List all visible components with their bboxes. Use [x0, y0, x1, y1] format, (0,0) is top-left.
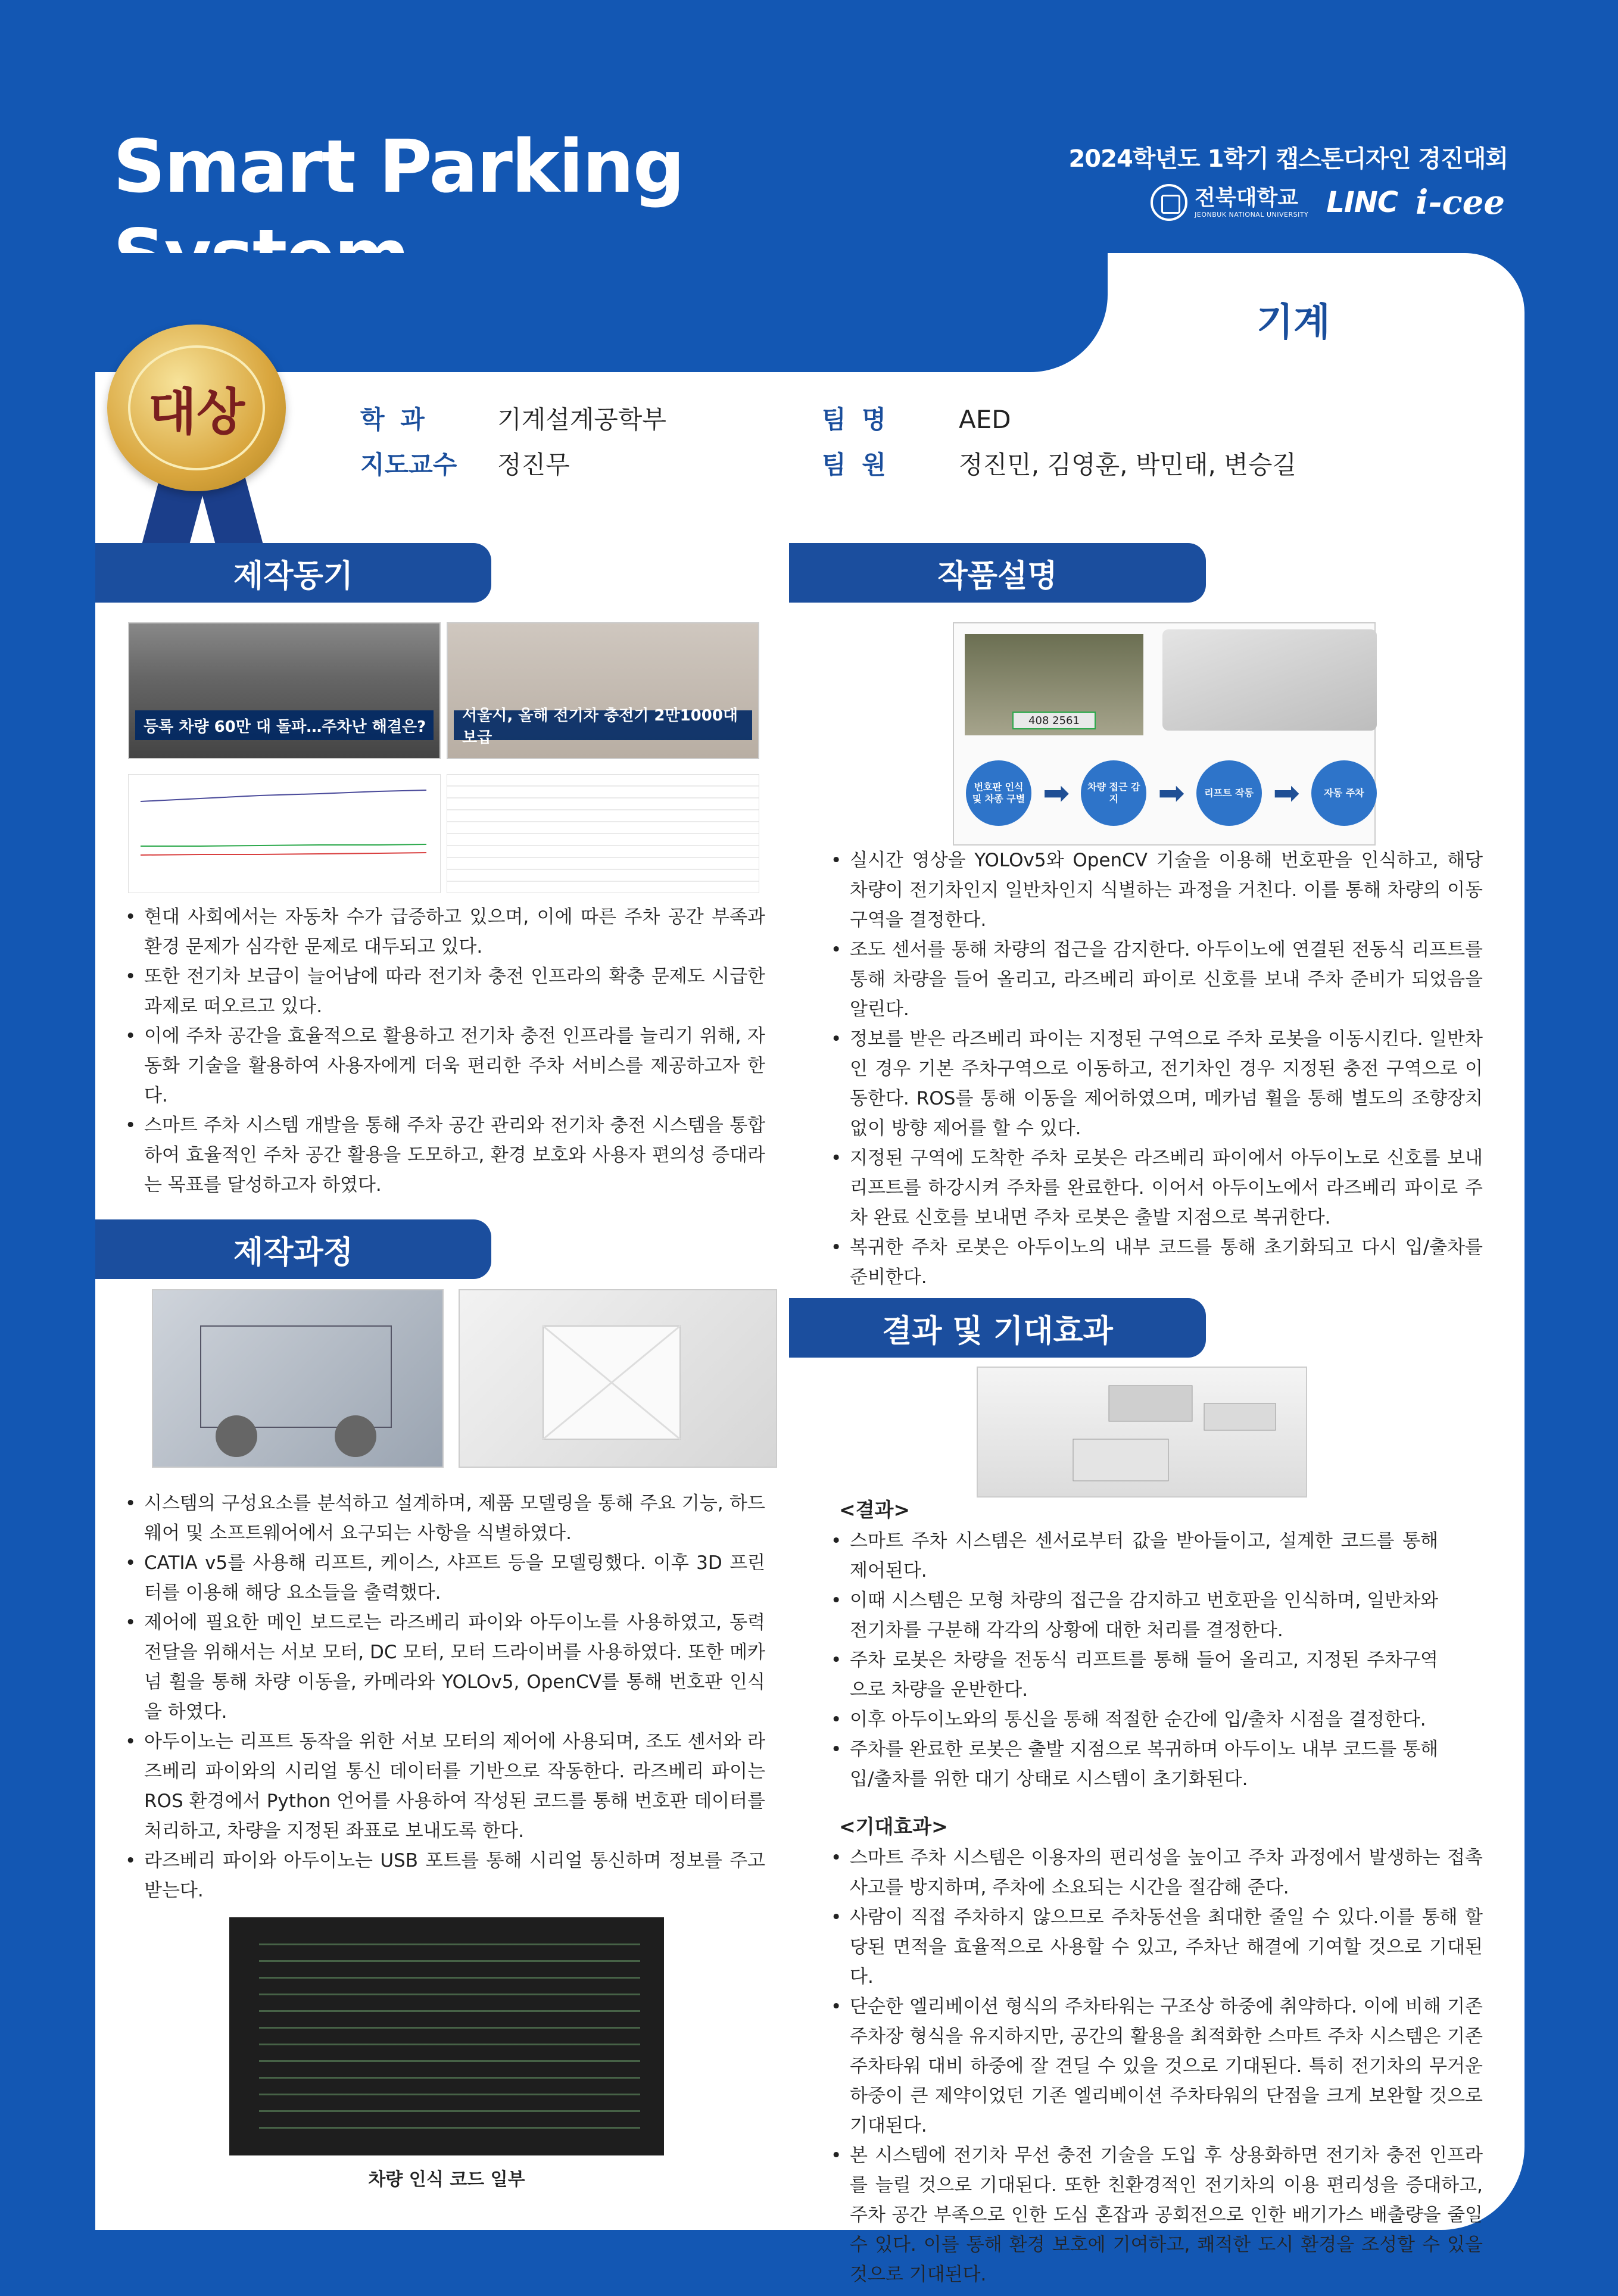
cad-model-image [152, 1289, 444, 1468]
university-logo [1151, 184, 1308, 221]
statistics-chart-image [128, 774, 441, 893]
team-value: AED [959, 405, 1011, 434]
code-screenshot-image [229, 1917, 664, 2155]
result-subheading: <결과> [839, 1498, 911, 1521]
advisor-value: 정진무 [497, 450, 570, 479]
university-name: 전북대학교 [1195, 185, 1299, 210]
icee-logo: i-cee [1416, 183, 1505, 222]
description-bullets [831, 846, 1483, 1292]
flow-step-lift: 리프트 작동 [1196, 760, 1262, 826]
process-bullets [125, 1489, 765, 1905]
news-caption-charger: 서울시, 올해 전기차 충전기 2만1000대 보급 [454, 710, 752, 740]
list-item: • 시스템의 구성요소를 분석하고 설계하며, 제품 모델링을 통해 주요 기능, 하드웨어 및 소프트웨어에서 요구되는 사항을 식별하였다. [125, 1489, 765, 1548]
list-item: • 본 시스템에 전기차 무선 충전 기술을 도입 후 상용화하면 전기차 충전 인프라를 늘릴 것으로 기대된다. 또한 친환경적인 전기차의 이용 편리성을 증대하고, 주차 공간 부족으로 인한 도심 혼잡과 공회전으로 인한 배기가스 배출량을 줄일 수 있다. 이를 통해 환경 보호에 기여하고, 쾌적한 도시 환경을 조성할 수 있을 것으로 기대된다. [831, 2141, 1483, 2289]
code-lines [259, 1935, 640, 2144]
award-medal-icon [107, 325, 286, 491]
parking-robot-image [1162, 629, 1377, 731]
statistics-chart-graphic [129, 775, 441, 893]
info-dept [360, 400, 666, 436]
description-heading: 작품설명 [789, 543, 1206, 603]
list-item: • 스마트 주차 시스템은 이용자의 편리성을 높이고 주차 과정에서 발생하는 접촉 사고를 방지하며, 주차에 소요되는 시간을 절감해 준다. [831, 1843, 1483, 1902]
list-item: • CATIA v5를 사용해 리프트, 케이스, 샤프트 등을 모델링했다. 이후 3D 프린터를 이용해 해당 요소들을 출력했다. [125, 1548, 765, 1608]
printed-parts-image [459, 1289, 777, 1468]
list-item: • 조도 센서를 통해 차량의 접근을 감지한다. 아두이노에 연결된 전동식 리프트를 통해 차량을 들어 올리고, 라즈베리 파이로 신호를 보내 주차 준비가 되었음을 알린다. [831, 935, 1483, 1024]
arrow-right-icon: ➡ [1158, 774, 1185, 812]
list-item: • 또한 전기차 보급이 늘어남에 따라 전기차 충전 인프라의 확충 문제도 시급한 과제로 떠오르고 있다. [125, 962, 765, 1021]
code-caption: 차량 인식 코드 일부 [368, 2169, 525, 2190]
list-item: • 아두이노는 리프트 동작을 위한 서보 모터의 제어에 사용되며, 조도 센서와 라즈베리 파이와의 시리얼 통신 데이터를 기반으로 작동한다. 라즈베리 파이는 ROS 환경에서 Python 언어를 사용하여 작성된 코드를 통해 번호판 데이터를 처리하고, 차량을 지정된 좌표로 보내도록 한다. [125, 1727, 765, 1846]
list-item: • 이후 아두이노와의 통신을 통해 적절한 순간에 입/출차 시점을 결정한다. [831, 1705, 1438, 1735]
camera-view-image [965, 634, 1143, 735]
effect-subheading: <기대효과> [839, 1815, 948, 1838]
title-line-1: Smart Parking [113, 124, 684, 209]
system-diagram-image [953, 622, 1376, 846]
news-image-charger [447, 622, 759, 759]
list-item: • 이때 시스템은 모형 차량의 접근을 감지하고 번호판을 인식하며, 일반차와 전기차를 구분해 각각의 상황에 대한 처리를 결정한다. [831, 1586, 1438, 1645]
list-item: • 스마트 주차 시스템은 센서로부터 값을 받아들이고, 설계한 코드를 통해 제어된다. [831, 1526, 1438, 1586]
category-label: 기계 [1257, 301, 1330, 345]
logo-row [1124, 179, 1505, 226]
dept-label: 학 과 [360, 405, 428, 434]
process-heading: 제작과정 [95, 1219, 491, 1279]
result-prototype-image [977, 1367, 1307, 1498]
flow-step-parking: 자동 주차 [1311, 760, 1377, 826]
list-item: • 이에 주차 공간을 효율적으로 활용하고 전기차 충전 인프라를 늘리기 위해, 자동화 기술을 활용하여 사용자에게 더욱 편리한 주차 서비스를 제공하고자 한다. [125, 1021, 765, 1110]
dept-value: 기계설계공학부 [497, 405, 667, 434]
list-item: • 라즈베리 파이와 아두이노는 USB 포트를 통해 시리얼 통신하며 정보를 주고받는다. [125, 1846, 765, 1905]
advisor-label: 지도교수 [360, 450, 457, 479]
members-label: 팀 원 [822, 450, 890, 479]
news-caption-parking: 등록 차량 60만 대 돌파…주차난 해결은? [135, 710, 434, 740]
license-plate: 408 2561 [1012, 712, 1096, 729]
list-item: • 주차 로봇은 차량을 전동식 리프트를 통해 들어 올리고, 지정된 주차구역으로 차량을 운반한다. [831, 1645, 1438, 1705]
list-item: • 실시간 영상을 YOLOv5와 OpenCV 기술을 이용해 번호판을 인식하고, 해당 차량이 전기차인지 일반차인지 식별하는 과정을 거친다. 이를 통해 차량의 이동 구역을 결정한다. [831, 846, 1483, 935]
linc-logo: LINC [1326, 186, 1398, 219]
info-team [822, 400, 1011, 436]
members-value: 정진민, 김영훈, 박민태, 변승길 [959, 450, 1296, 479]
list-item: • 주차를 완료한 로봇은 출발 지점으로 복귀하며 아두이노 내부 코드를 통해 입/출차를 위한 대기 상태로 시스템이 초기화된다. [831, 1735, 1438, 1794]
news-image-parking [128, 622, 441, 759]
list-item: • 복귀한 주차 로봇은 아두이노의 내부 코드를 통해 초기화되고 다시 입/출차를 준비한다. [831, 1233, 1483, 1292]
flow-step-recognition: 번호판 인식 및 차종 구별 [966, 760, 1031, 826]
results-heading: 결과 및 기대효과 [789, 1298, 1206, 1358]
university-name-en: JEONBUK NATIONAL UNIVERSITY [1195, 210, 1309, 219]
list-item: • 현대 사회에서는 자동차 수가 급증하고 있으며, 이에 따른 주차 공간 부족과 환경 문제가 심각한 문제로 대두되고 있다. [125, 902, 765, 962]
results-text [831, 1492, 1483, 2289]
process-flow [966, 760, 1377, 826]
cad-model-graphic [153, 1290, 444, 1468]
flow-step-detection: 차량 접근 감지 [1081, 760, 1146, 826]
list-item: • 지정된 구역에 도착한 주차 로봇은 라즈베리 파이에서 아두이노로 신호를 보내 리프트를 하강시켜 주차를 완료한다. 이어서 아두이노에서 라즈베리 파이로 주차 완료 신호를 보내면 주차 로봇은 출발 지점으로 복귀한다. [831, 1143, 1483, 1233]
info-advisor [360, 445, 570, 481]
printed-parts-graphic [460, 1290, 777, 1468]
university-seal-icon [1151, 184, 1187, 221]
info-members [822, 445, 1296, 481]
arrow-right-icon: ➡ [1273, 774, 1300, 812]
contest-name: 2024학년도 1학기 캡스톤디자인 경진대회 [1068, 145, 1508, 173]
team-label: 팀 명 [822, 405, 890, 434]
list-item: • 제어에 필요한 메인 보드로는 라즈베리 파이와 아두이노를 사용하였고, 동력 전달을 위해서는 서보 모터, DC 모터, 모터 드라이버를 사용하였다. 또한 메카넘 휠을 통해 차량 이동을, 카메라와 YOLOv5, OpenCV를 통해 번호판 인식을 하였다. [125, 1608, 765, 1727]
list-item: • 단순한 엘리베이션 형식의 주차타워는 구조상 하중에 취약하다. 이에 비해 기존 주차장 형식을 유지하지만, 공간의 활용을 최적화한 스마트 주차 시스템은 기존 주차타워 대비 하중에 잘 견딜 수 있을 것으로 기대된다. 특히 전기차의 무거운 하중이 큰 제약이었던 기존 엘리베이션 주차타워의 단점을 크게 보완할 것으로 기대된다. [831, 1992, 1483, 2141]
motivation-bullets [125, 902, 765, 1200]
list-item: • 정보를 받은 라즈베리 파이는 지정된 구역으로 주차 로봇을 이동시킨다. 일반차인 경우 기본 주차구역으로 이동하고, 전기차인 경우 지정된 충전 구역으로 이동한다. ROS를 통해 이동을 제어하였으며, 메카넘 휠을 통해 별도의 조향장치 없이 방향 제어를 할 수 있다. [831, 1024, 1483, 1143]
arrow-right-icon: ➡ [1043, 774, 1070, 812]
result-prototype-graphic [978, 1368, 1308, 1499]
award-label: 대상 [148, 382, 245, 441]
list-item: • 스마트 주차 시스템 개발을 통해 주차 공간 관리와 전기차 충전 시스템을 통합하여 효율적인 주차 공간 활용을 도모하고, 환경 보호와 사용자 편의성 증대라는 목표를 달성하고자 하였다. [125, 1110, 765, 1200]
list-item: • 사람이 직접 주차하지 않으므로 주차동선을 최대한 줄일 수 있다.이를 통해 할당된 면적을 효율적으로 사용할 수 있고, 주차난 해결에 기여할 것으로 기대된다. [831, 1902, 1483, 1992]
statistics-table-image [447, 774, 759, 893]
motivation-heading: 제작동기 [95, 543, 491, 603]
